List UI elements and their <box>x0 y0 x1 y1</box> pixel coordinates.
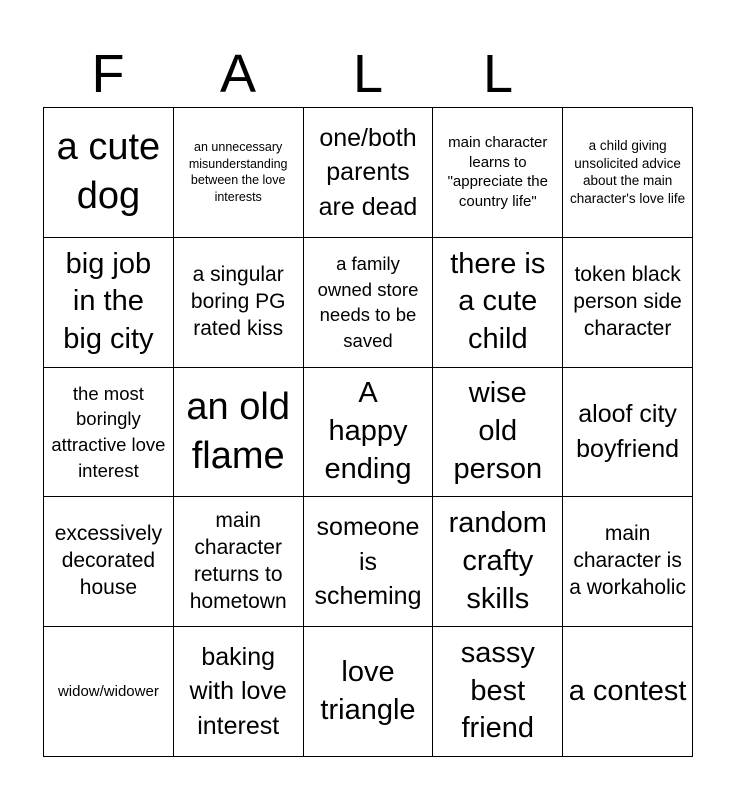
bingo-cell-text: wise old person <box>453 377 543 485</box>
bingo-cell[interactable] <box>304 108 434 238</box>
bingo-cell[interactable] <box>44 238 174 368</box>
bingo-cell[interactable] <box>174 368 304 498</box>
bingo-cell-text: one/both parents are dead <box>318 123 418 221</box>
bingo-cell[interactable] <box>44 108 174 238</box>
bingo-cell-text: baking with love interest <box>189 642 287 740</box>
bingo-cell[interactable] <box>44 497 174 627</box>
bingo-cell-text: A happy ending <box>324 377 412 485</box>
bingo-cell[interactable] <box>433 108 563 238</box>
bingo-cell-text: widow/widower <box>57 682 159 700</box>
bingo-cell-text: a family owned store needs to be saved <box>317 253 419 351</box>
header-letter-l-2: L <box>482 44 514 104</box>
bingo-cell-text: main character is a workaholic <box>569 522 686 600</box>
bingo-cell[interactable] <box>174 108 304 238</box>
bingo-cell-text: a contest <box>568 674 687 707</box>
bingo-cell-text: love triangle <box>320 655 416 726</box>
bingo-cell-text: sassy best friend <box>460 637 535 745</box>
bingo-cell[interactable] <box>563 108 693 238</box>
bingo-cell-text: a cute dog <box>56 126 161 218</box>
bingo-cell[interactable] <box>433 627 563 757</box>
header-letter-a: A <box>219 44 257 104</box>
bingo-grid <box>43 107 693 757</box>
bingo-cell[interactable] <box>304 627 434 757</box>
bingo-cell[interactable] <box>174 238 304 368</box>
bingo-cell[interactable] <box>44 627 174 757</box>
header-letter-f: F <box>91 44 125 104</box>
bingo-cell-text: random crafty skills <box>448 507 547 615</box>
bingo-cell[interactable] <box>174 497 304 627</box>
bingo-cell-text: a child giving unsolicited advice about the main character's love life <box>570 138 686 206</box>
bingo-cell[interactable] <box>304 497 434 627</box>
bingo-cell-text: token black person side character <box>573 262 682 340</box>
header-letter-l: L <box>352 44 384 104</box>
bingo-cell-text: someone is scheming <box>314 513 422 611</box>
bingo-cell[interactable] <box>563 497 693 627</box>
bingo-cell[interactable] <box>44 368 174 498</box>
bingo-cell-text: excessively decorated house <box>54 522 163 600</box>
bingo-cell[interactable] <box>304 368 434 498</box>
bingo-cell[interactable] <box>433 238 563 368</box>
bingo-cell-text: an unnecessary misunderstanding between the love interests <box>188 139 288 205</box>
bingo-cell-text: there is a cute child <box>450 247 546 356</box>
bingo-cell-text: the most boringly attractive love interest <box>51 382 166 481</box>
bingo-header <box>43 40 693 108</box>
bingo-cell-text: big job in the big city <box>63 247 154 356</box>
bingo-cell[interactable] <box>563 627 693 757</box>
bingo-cell[interactable] <box>304 238 434 368</box>
bingo-cell-text: main character learns to "appreciate the country life" <box>447 133 548 211</box>
bingo-cell[interactable] <box>174 627 304 757</box>
bingo-cell[interactable] <box>433 368 563 498</box>
bingo-cell[interactable] <box>433 497 563 627</box>
bingo-cell-text: an old flame <box>186 385 290 477</box>
bingo-cell[interactable] <box>563 368 693 498</box>
bingo-cell-text: aloof city boyfriend <box>576 400 680 463</box>
bingo-cell[interactable] <box>563 238 693 368</box>
bingo-cell-text: main character returns to hometown <box>189 509 287 613</box>
bingo-cell-text: a singular boring PG rated kiss <box>190 262 286 340</box>
